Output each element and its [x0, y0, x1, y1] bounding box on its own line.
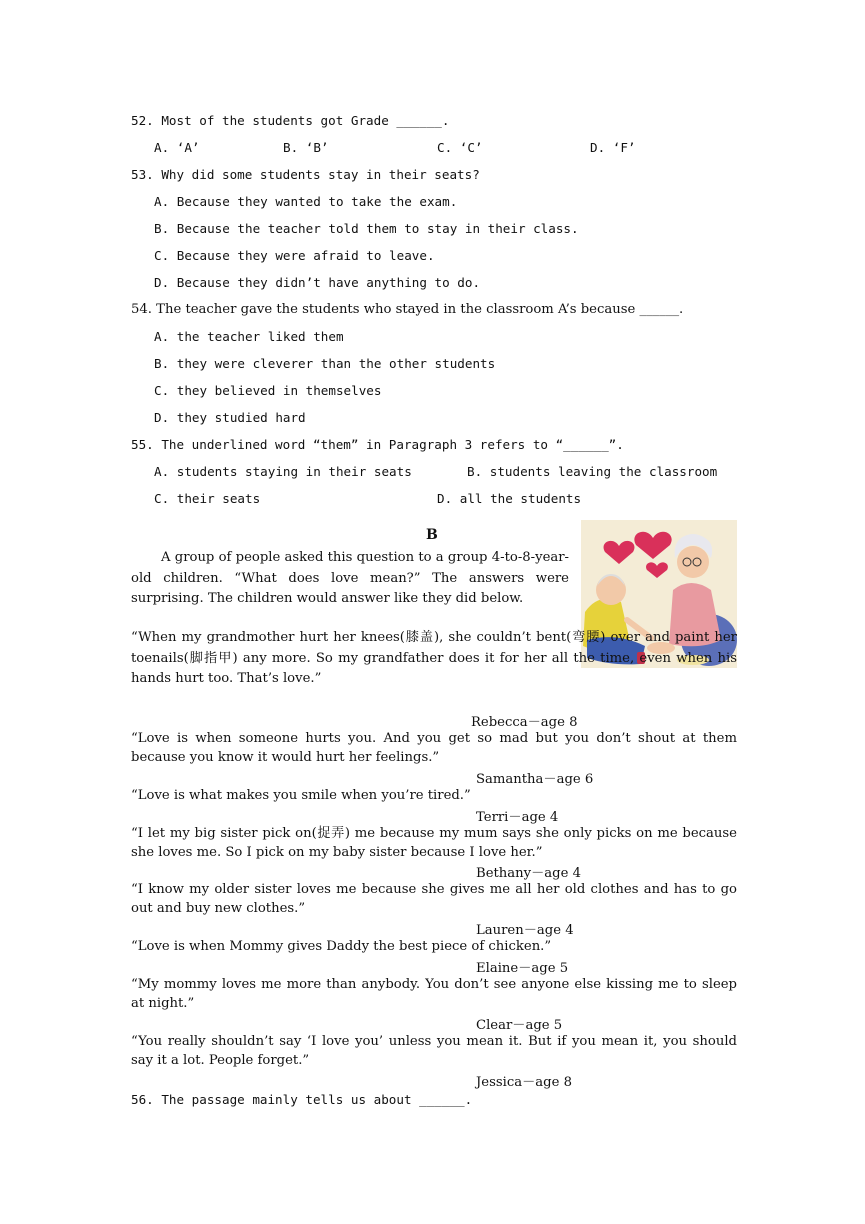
quote-3: “Love is what makes you smile when you’re tired.” [131, 788, 471, 803]
quote-1: “When my grandmother hurt her knees(膝盖), she couldn’t bent(弯腰) over and paint her toenails(脚指甲) any more. So my grandfather does it for her all the time, even when his hands hurt too. That’s love.” [131, 630, 737, 686]
quote-2: “Love is when someone hurts you. And you get so mad but you don’t shout at them because you know it would hurt her feelings.” [131, 731, 737, 765]
section-intro-text: A group of people asked this question to a group 4-to-8-year-old children. “What does love mean?” The answers were surprising. The children would answer like they did below. [131, 550, 569, 606]
quote-1-author: Rebecca－age 8 [471, 715, 578, 730]
q53-option-b: B. Because the teacher told them to stay in their class. [154, 221, 579, 236]
q52-option-a: A. ‘A’ [154, 140, 200, 155]
q52-stem: 52. Most of the students got Grade ______. [131, 113, 450, 128]
quote-8-author: Jessica－age 8 [476, 1075, 572, 1090]
q54-option-c: C. they believed in themselves [154, 383, 382, 398]
quote-3-author: Terri－age 4 [476, 810, 559, 825]
section-title: B [426, 527, 438, 543]
q52-option-b: B. ‘B’ [283, 140, 329, 155]
q55-option-a: A. students staying in their seats [154, 464, 412, 479]
q53-option-a: A. Because they wanted to take the exam. [154, 194, 458, 209]
q55-option-c: C. their seats [154, 491, 261, 506]
q53-option-c: C. Because they were afraid to leave. [154, 248, 435, 263]
q56-stem: 56. The passage mainly tells us about ______. [131, 1092, 473, 1107]
q53-option-d: D. Because they didn’t have anything to do. [154, 275, 481, 290]
q52-option-d: D. ‘F’ [590, 140, 636, 155]
q55-stem: 55. The underlined word “them” in Paragraph 3 refers to “______”. [131, 437, 624, 452]
q54-option-a: A. the teacher liked them [154, 329, 344, 344]
q54-option-d: D. they studied hard [154, 410, 306, 425]
quote-4-author: Bethany－age 4 [476, 866, 581, 881]
quote-6: “Love is when Mommy gives Daddy the best piece of chicken.” [131, 939, 552, 954]
quote-5: “I know my older sister loves me because she gives me all her old clothes and has to go out and buy new clothes.” [131, 882, 737, 916]
q54-option-b: B. they were cleverer than the other students [154, 356, 496, 371]
quote-6-author: Elaine－age 5 [476, 961, 569, 976]
quote-5-author: Lauren－age 4 [476, 923, 574, 938]
quote-4: “I let my big sister pick on(捉弄) me because my mum says she only picks on me because she loves me. So I pick on my baby sister because I love her.” [131, 826, 737, 860]
q53-stem: 53. Why did some students stay in their seats? [131, 167, 480, 182]
quote-7: “My mommy loves me more than anybody. You don’t see anyone else kissing me to sleep at night.” [131, 977, 737, 1011]
section-intro [131, 548, 569, 610]
q55-option-b: B. students leaving the classroom [467, 464, 718, 479]
quote-8: “You really shouldn’t say ‘I love you’ unless you mean it. But if you mean it, you should say it a lot. People forget.” [131, 1034, 737, 1068]
quote-2-author: Samantha－age 6 [476, 772, 594, 787]
q55-option-d: D. all the students [437, 491, 582, 506]
quote-7-author: Clear－age 5 [476, 1018, 563, 1033]
q52-option-c: C. ‘C’ [437, 140, 483, 155]
q54-stem: 54. The teacher gave the students who stayed in the classroom A’s because ______. [131, 302, 684, 317]
